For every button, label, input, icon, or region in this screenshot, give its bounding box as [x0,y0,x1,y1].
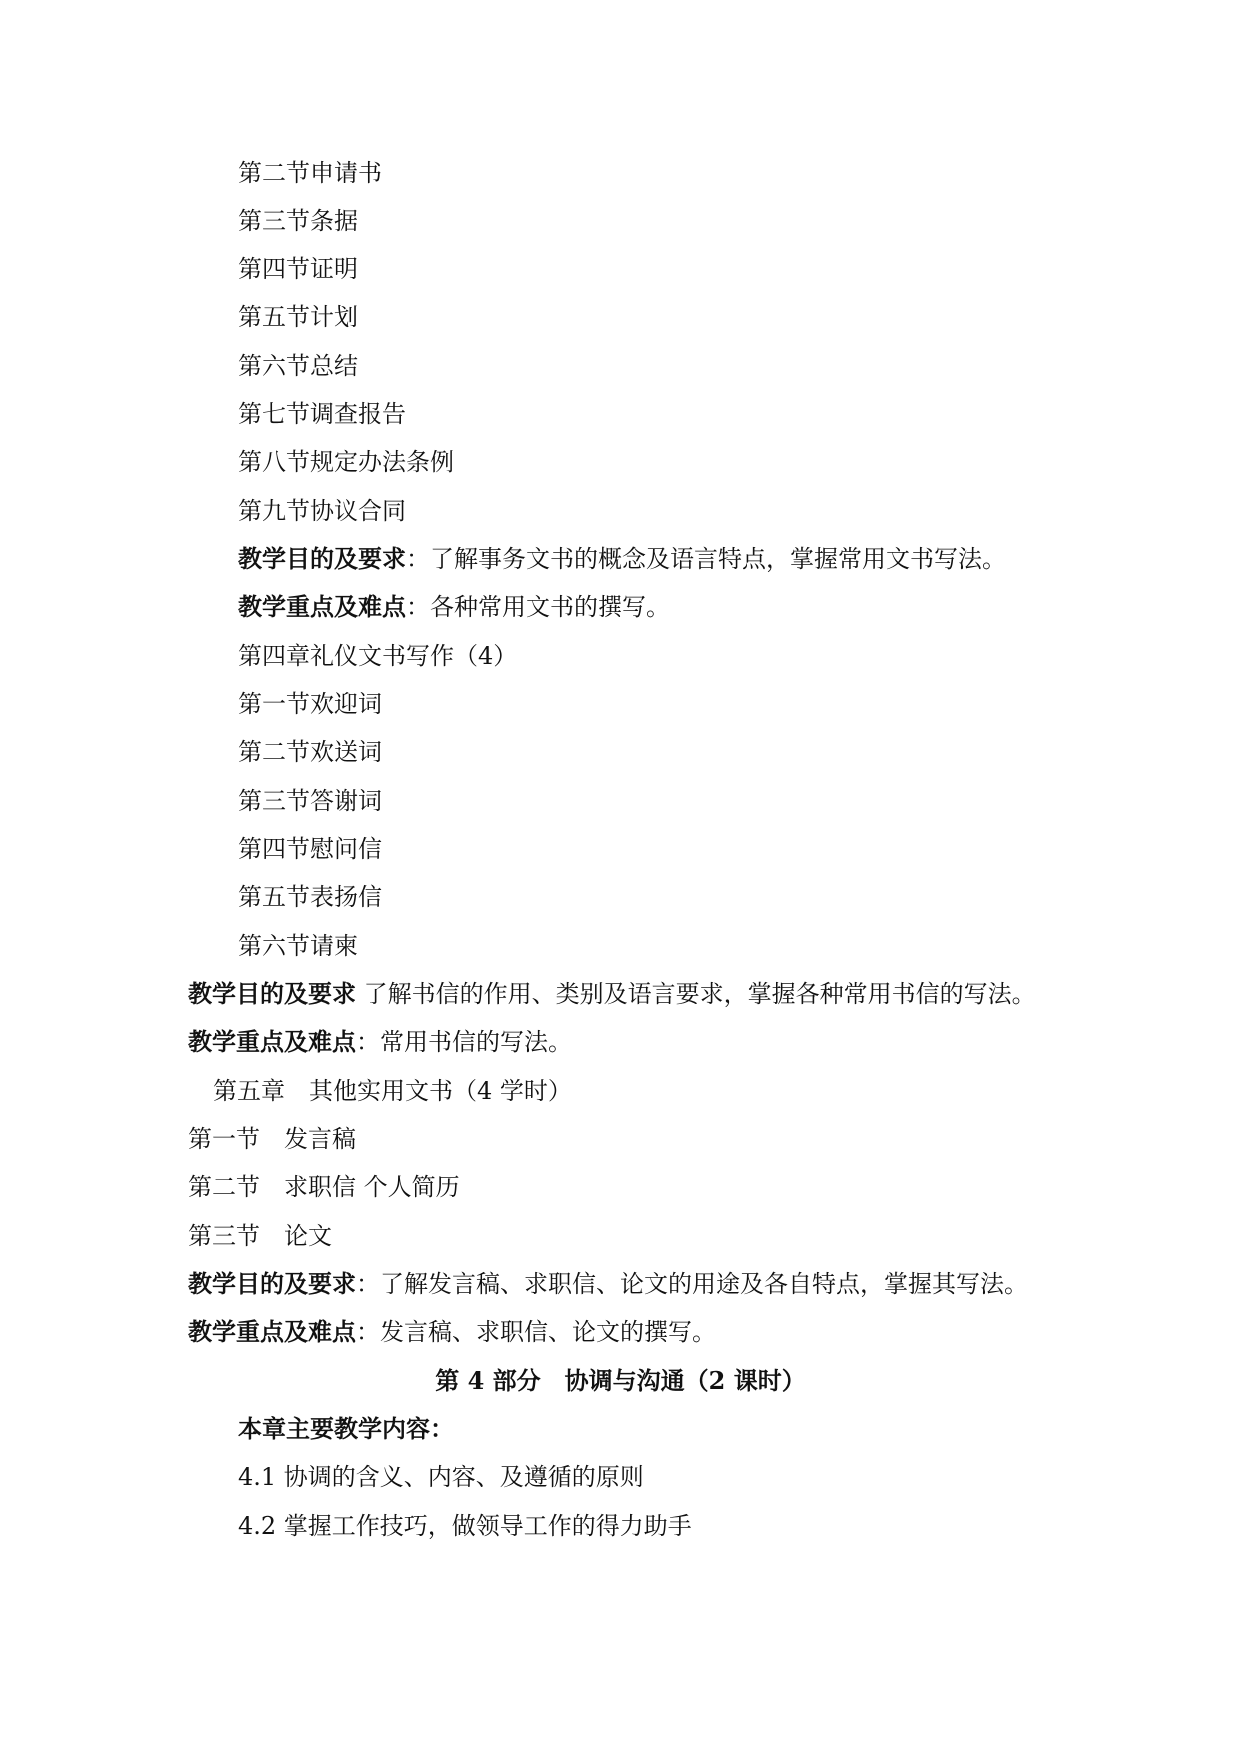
section-text: 第二节 求职信 个人简历 [188,1173,460,1201]
section-text: 第四节慰问信 [238,835,382,863]
objective-text: 了解书信的作用、类别及语言要求，掌握各种常用书信的写法。 [356,980,1036,1008]
objective-label: 教学目的及要求 [188,1269,356,1298]
objective-paragraph [188,979,1036,1009]
section-text: 第三节答谢词 [238,787,382,815]
chapter-text: 第四章礼仪文书写作（4） [238,642,518,670]
content-heading: 本章主要教学内容： [238,1414,454,1443]
section-text: 第三节 论文 [188,1222,332,1250]
section-text: 第四节证明 [238,255,358,283]
keypoint-paragraph [188,1027,572,1057]
keypoint-text: ：各种常用文书的撰写。 [406,593,670,621]
objective-text: ：了解事务文书的概念及语言特点，掌握常用文书写法。 [406,545,1006,573]
section-item [238,254,358,284]
keypoint-label: 教学重点及难点 [188,1317,356,1346]
section-text: 第五节表扬信 [238,883,382,911]
keypoint-label: 教学重点及难点 [188,1027,356,1056]
section-item [238,737,382,767]
section-text: 第五节计划 [238,303,358,331]
keypoint-paragraph [188,1317,716,1347]
chapter-heading [213,1076,572,1106]
section-text: 第二节申请书 [238,159,382,187]
section-text: 第八节规定办法条例 [238,448,454,476]
objective-paragraph [188,1269,1028,1299]
section-item [238,399,406,429]
part-heading: 第 4 部分 协调与沟通（2 课时） [435,1366,806,1395]
section-item [188,1124,356,1154]
keypoint-label: 教学重点及难点 [238,592,406,621]
section-text: 第一节欢迎词 [238,690,382,718]
section-item [188,1172,460,1202]
section-text: 第一节 发言稿 [188,1125,356,1153]
content-item: 4.1 协调的含义、内容、及遵循的原则 [238,1463,644,1491]
section-text: 第七节调查报告 [238,400,406,428]
section-item [238,206,358,236]
section-item [238,834,382,864]
objective-text: ：了解发言稿、求职信、论文的用途及各自特点，掌握其写法。 [356,1270,1028,1298]
section-text: 第二节欢送词 [238,738,382,766]
section-text: 第三节条据 [238,207,358,235]
objective-paragraph [238,544,1006,574]
section-item [238,689,382,719]
objective-label: 教学目的及要求 [238,544,406,573]
section-item [238,302,358,332]
section-item [238,447,454,477]
section-text: 第九节协议合同 [238,497,406,525]
chapter-text: 第五章 其他实用文书（4 学时） [213,1077,572,1105]
chapter-heading [238,641,517,671]
section-item [238,496,406,526]
keypoint-text: ：常用书信的写法。 [356,1028,572,1056]
objective-label: 教学目的及要求 [188,979,356,1008]
section-item [238,882,382,912]
keypoint-text: ：发言稿、求职信、论文的撰写。 [356,1318,716,1346]
section-item [188,1221,332,1251]
section-item [238,786,382,816]
section-text: 第六节请柬 [238,932,358,960]
section-text: 第六节总结 [238,352,358,380]
keypoint-paragraph [238,592,670,622]
section-item [238,158,382,188]
content-item: 4.2 掌握工作技巧，做领导工作的得力助手 [238,1512,692,1540]
section-item [238,931,358,961]
section-item [238,351,358,381]
